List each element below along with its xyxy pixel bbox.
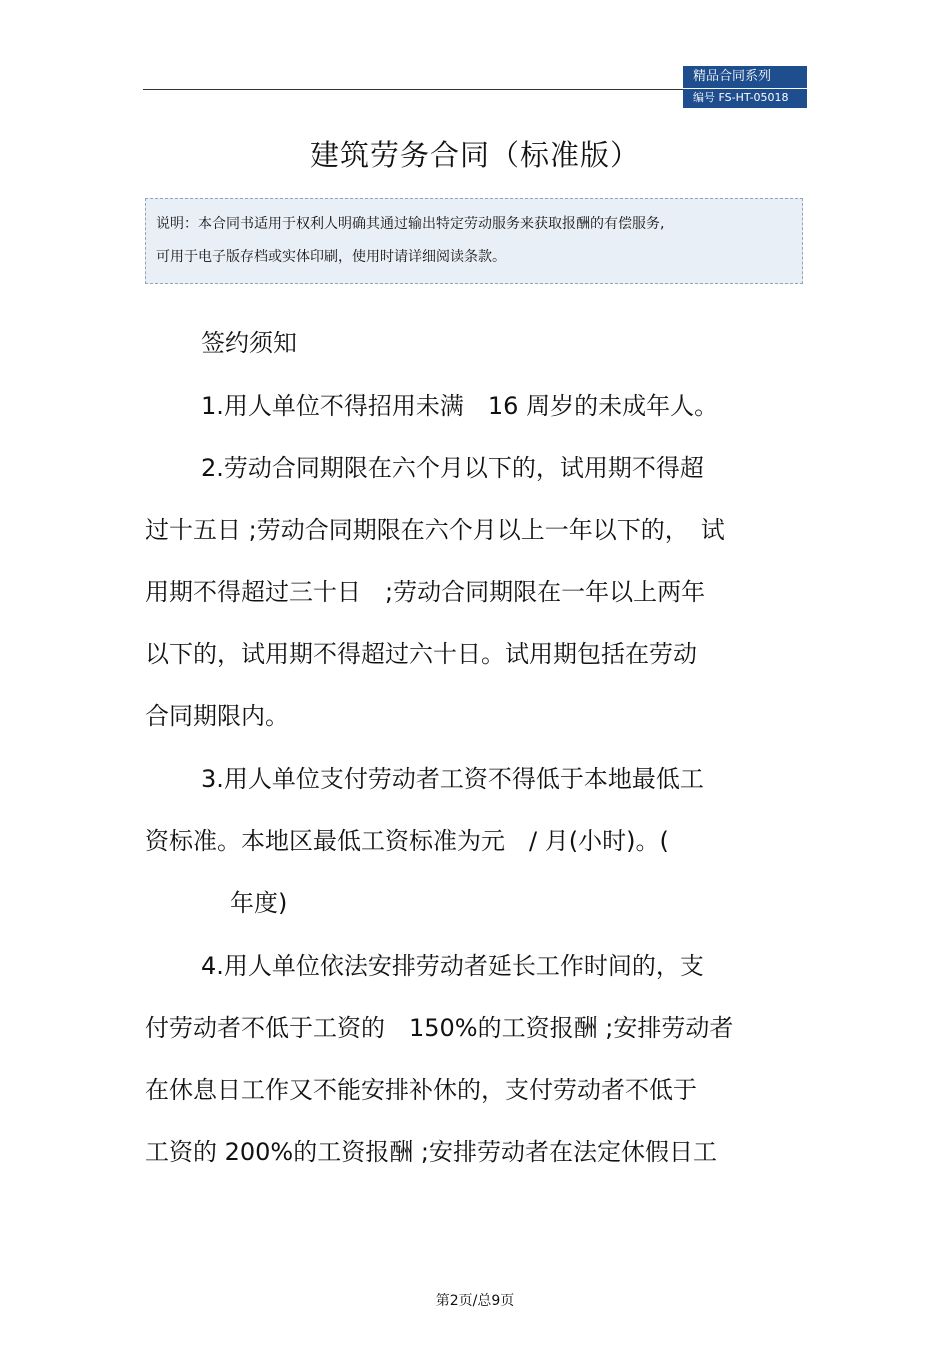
paragraph-line: 工资的 200%的工资报酬 ;安排劳动者在法定休假日工 (145, 1138, 717, 1166)
description-line: 说明：本合同书适用于权利人明确其通过输出特定劳动服务来获取报酬的有偿服务, (156, 216, 665, 232)
header-rule (143, 89, 683, 90)
paragraph-line: 4.用人单位依法安排劳动者延长工作时间的，支 (201, 952, 704, 980)
section-heading: 签约须知 (201, 329, 297, 357)
paragraph-line: 2.劳动合同期限在六个月以下的，试用期不得超 (201, 454, 704, 482)
paragraph-line: 用期不得超过三十日 ;劳动合同期限在一年以上两年 (145, 578, 706, 606)
paragraph-line: 年度) (230, 889, 288, 917)
paragraph-line: 3.用人单位支付劳动者工资不得低于本地最低工 (201, 765, 704, 793)
series-name: 精品合同系列 (693, 69, 772, 84)
series-divider (683, 88, 807, 89)
paragraph-line: 以下的，试用期不得超过六十日。试用期包括在劳动 (145, 640, 697, 668)
description-line: 可用于电子版存档或实体印刷，使用时请详细阅读条款。 (156, 249, 506, 265)
description-box (145, 198, 803, 284)
paragraph-line: 在休息日工作又不能安排补休的，支付劳动者不低于 (145, 1076, 697, 1104)
document-code: 编号 FS-HT-05018 (693, 91, 789, 104)
page-indicator: 第2页/总9页 (435, 1293, 515, 1309)
paragraph-line: 1.用人单位不得招用未满 16 周岁的未成年人。 (201, 392, 719, 420)
paragraph-line: 合同期限内。 (145, 702, 289, 730)
document-title: 建筑劳务合同（标准版） (309, 138, 640, 172)
paragraph-line: 付劳动者不低于工资的 150%的工资报酬 ;安排劳动者 (145, 1014, 734, 1042)
paragraph-line: 过十五日 ;劳动合同期限在六个月以上一年以下的， 试 (145, 516, 725, 544)
series-badge (683, 66, 807, 108)
paragraph-line: 资标准。本地区最低工资标准为元 / 月(小时)。( (145, 827, 669, 855)
